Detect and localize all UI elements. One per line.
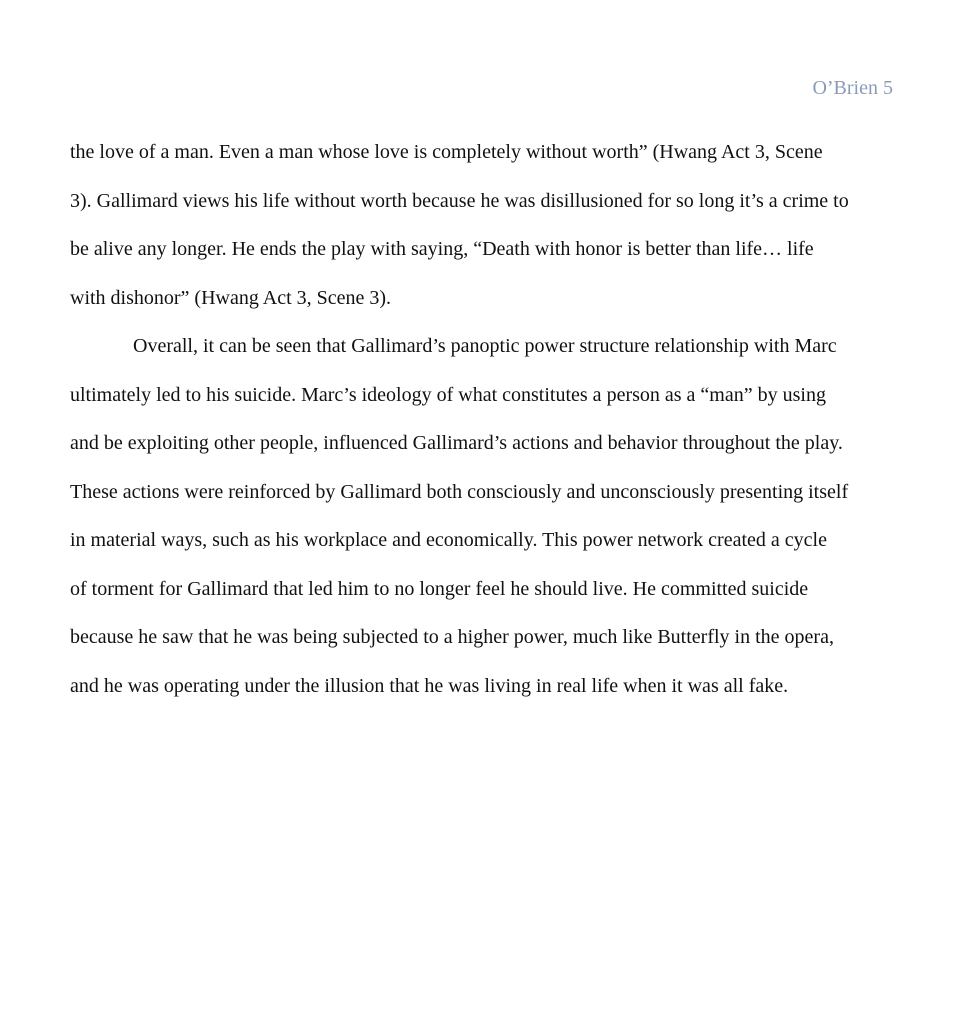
text-line: 3). Gallimard views his life without worth because he was disillusioned for so long it’s a crime to <box>70 189 849 212</box>
text-line: the love of a man. Even a man whose love is completely without worth” (Hwang Act 3, Scene <box>70 141 823 163</box>
text-line: ultimately led to his suicide. Marc’s ideology of what constitutes a person as a “man” by using <box>70 383 826 406</box>
text-line: and be exploiting other people, influenced Gallimard’s actions and behavior throughout the play. <box>70 432 843 454</box>
running-head: O’Brien 5 <box>812 77 893 99</box>
text-line: These actions were reinforced by Gallimard both consciously and unconsciously presenting itself <box>70 480 849 503</box>
text-line: and he was operating under the illusion that he was living in real life when it was all fake. <box>70 674 789 697</box>
body-text <box>70 128 900 710</box>
text-line: with dishonor” (Hwang Act 3, Scene 3). <box>70 286 392 309</box>
text-line: because he saw that he was being subjected to a higher power, much like Butterfly in the opera, <box>70 626 834 648</box>
text-line: be alive any longer. He ends the play with saying, “Death with honor is better than life… life <box>70 238 814 260</box>
text-line: of torment for Gallimard that led him to no longer feel he should live. He committed suicide <box>70 577 809 600</box>
text-line-first-indented: Overall, it can be seen that Gallimard’s panoptic power structure relationship with Marc <box>133 335 837 357</box>
text-line: in material ways, such as his workplace and economically. This power network created a cycle <box>70 529 827 551</box>
paragraph-1 <box>70 128 900 322</box>
paragraph-2 <box>70 322 900 710</box>
